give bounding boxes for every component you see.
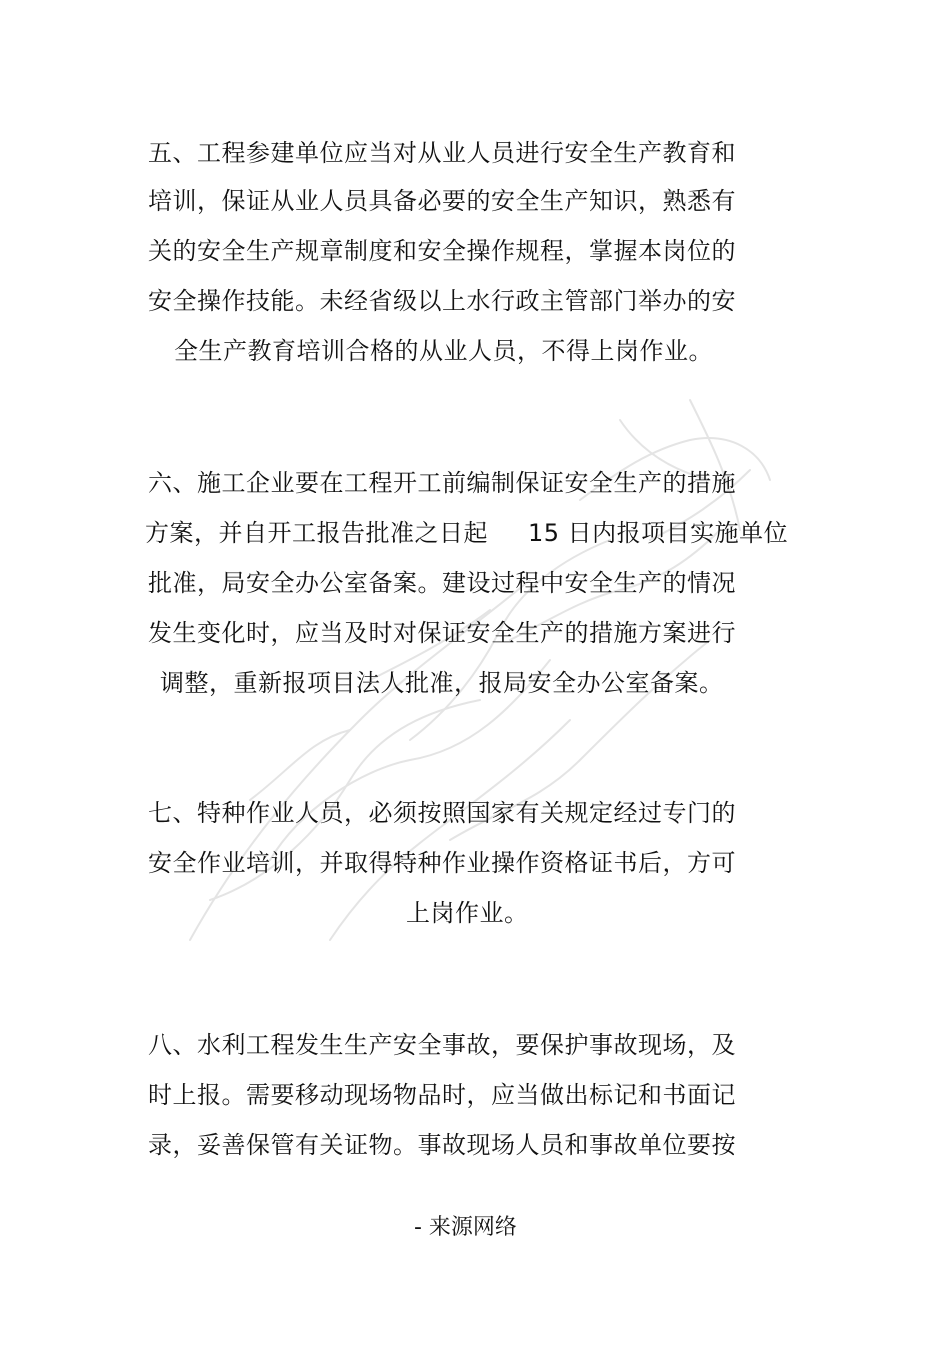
paragraph-5-line-2: 培训，保证从业人员具备必要的安全生产知识，熟悉有 xyxy=(148,187,736,215)
paragraph-5-line-4: 安全操作技能。未经省级以上水行政主管部门举办的安 xyxy=(148,287,736,315)
page-footer-source: - 来源网络 xyxy=(414,1215,517,1240)
paragraph-5-line-1: 五、工程参建单位应当对从业人员进行安全生产教育和 xyxy=(148,139,736,167)
paragraph-8-line-2: 时上报。需要移动现场物品时，应当做出标记和书面记 xyxy=(148,1081,736,1109)
paragraph-7-line-2: 安全作业培训，并取得特种作业操作资格证书后，方可 xyxy=(148,849,736,877)
paragraph-6-line-5: 调整，重新报项目法人批准，报局安全办公室备案。 xyxy=(160,669,724,697)
paragraph-5-line-5: 全生产教育培训合格的从业人员，不得上岗作业。 xyxy=(174,337,713,365)
paragraph-5-line-3: 关的安全生产规章制度和安全操作规程，掌握本岗位的 xyxy=(148,237,736,265)
paragraph-6-line-2b: 15 日内报项目实施单位 xyxy=(528,519,789,547)
paragraph-6-line-1: 六、施工企业要在工程开工前编制保证安全生产的措施 xyxy=(148,469,736,497)
paragraph-6-line-3: 批准，局安全办公室备案。建设过程中安全生产的情况 xyxy=(148,569,736,597)
paragraph-7-line-1: 七、特种作业人员，必须按照国家有关规定经过专门的 xyxy=(148,799,736,827)
paragraph-6-line-4: 发生变化时，应当及时对保证安全生产的措施方案进行 xyxy=(148,619,736,647)
paragraph-8-line-1: 八、水利工程发生生产安全事故，要保护事故现场，及 xyxy=(148,1031,736,1059)
paragraph-8-line-3: 录，妥善保管有关证物。事故现场人员和事故单位要按 xyxy=(148,1131,736,1159)
paragraph-6-line-2a: 方案，并自开工报告批准之日起 xyxy=(145,519,488,547)
paragraph-7-line-3: 上岗作业。 xyxy=(406,899,529,927)
